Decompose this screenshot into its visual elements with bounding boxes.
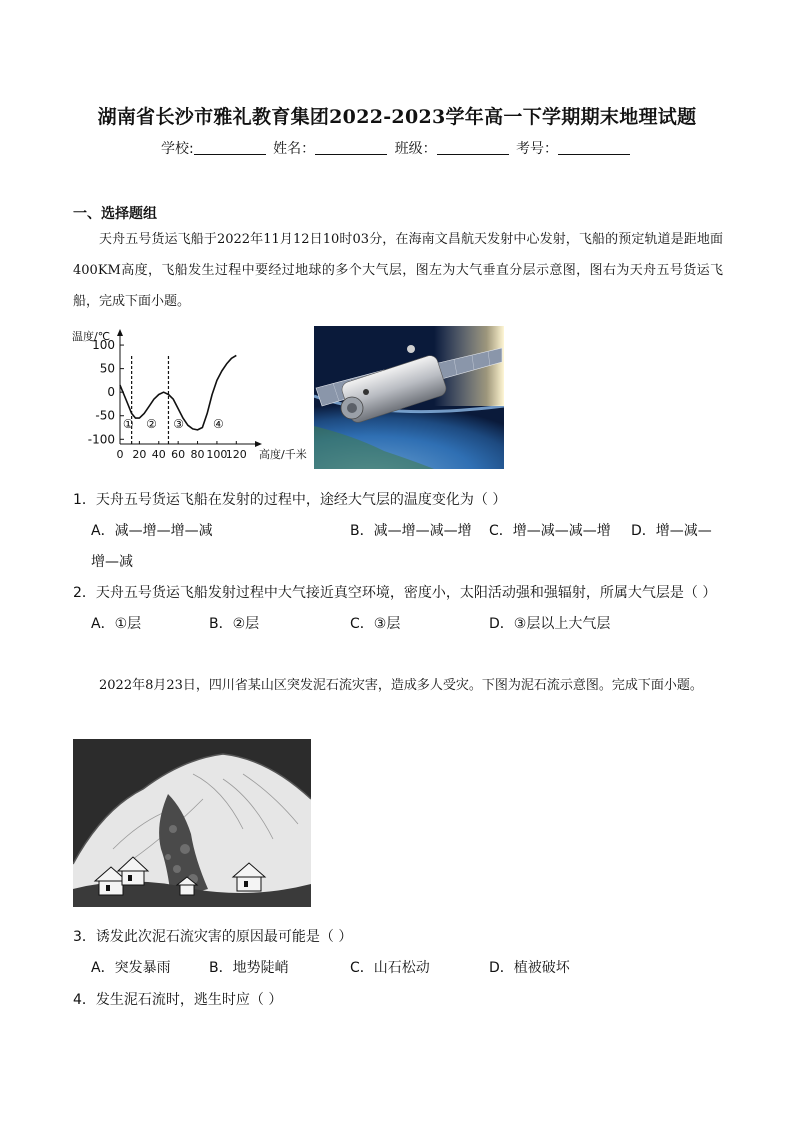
passage-1: 天舟五号货运飞船于2022年11月12日10时03分，在海南文昌航天发射中心发射，飞船的预定轨道是距地面400KM高度，飞船发生过程中要经过地球的多个大气层，图左为大气垂直分层示意图，图右为天舟五号货运飞船，完成下面小题。 [73,232,723,309]
q2-option-a[interactable]: A．①层 [91,616,142,632]
x-tick-label: 60 [171,448,186,461]
x-tick-label: 40 [151,448,166,461]
x-tick-label: 120 [225,448,247,461]
y-tick-label: -50 [95,408,115,423]
x-axis-arrow [255,441,262,447]
question-2-stem: 2．天舟五号货运飞船发射过程中大气接近真空环境，密度小，太阳活动强和强辐射，所属大气层是（ ） [73,585,717,601]
q3-option-a[interactable]: A．突发暴雨 [91,960,171,976]
y-tick-label: -100 [87,432,115,447]
q3-option-c[interactable]: C．山石松动 [350,960,430,976]
x-axis-label: 高度/千米 [259,448,307,461]
exam-no-label: 考号： [516,141,559,157]
layer-label: ③ [173,416,185,431]
name-label: 姓名： [273,141,316,157]
layer-label: ④ [213,416,224,431]
spacecraft-image [314,326,504,469]
question-1-stem: 1．天舟五号货运飞船在发射的过程中，途经大气层的温度变化为（ ） [73,492,507,508]
y-axis-label: 温度/℃ [72,330,111,343]
temperature-altitude-chart [70,326,318,476]
class-label: 班级： [394,141,437,157]
y-tick-label: 100 [92,338,115,353]
passage-2: 2022年8月23日，四川省某山区突发泥石流灾害，造成多人受灾。下图为泥石流示意图。完成下面小题。 [99,678,703,693]
q1-option-a[interactable]: A．减—增—增—减 [91,523,213,539]
y-tick-label: 50 [99,361,115,376]
q1-option-b[interactable]: B．减—增—减—增 [350,523,472,539]
page-title: 湖南省长沙市雅礼教育集团2022-2023学年高一下学期期末地理试题 [97,106,697,128]
layer-label: ② [146,416,157,431]
q1-option-d-continued: 增—减 [91,554,133,570]
question-3-stem: 3．诱发此次泥石流灾害的原因最可能是（ ） [73,929,353,945]
q3-option-d[interactable]: D．植被破坏 [489,960,570,976]
name-blank[interactable] [315,141,387,155]
section-heading: 一、选择题组 [73,206,157,222]
student-info-line [0,138,794,158]
class-blank[interactable] [437,141,509,155]
x-tick-label: 20 [132,448,147,461]
q1-option-d[interactable]: D．增—减— [631,523,712,539]
q1-option-c[interactable]: C．增—减—减—增 [489,523,611,539]
q2-option-c[interactable]: C．③层 [350,616,401,632]
exam-no-blank[interactable] [558,141,630,155]
layer-label: ① [122,416,134,431]
y-tick-label: 0 [107,385,115,400]
x-tick-label: 80 [190,448,205,461]
school-blank[interactable] [194,141,266,155]
q2-option-d[interactable]: D．③层以上大气层 [489,616,611,632]
q3-option-b[interactable]: B．地势陡峭 [209,960,289,976]
q2-option-b[interactable]: B．②层 [209,616,260,632]
x-tick-label: 0 [116,448,124,461]
y-axis-arrow [117,329,123,336]
question-4-stem: 4．发生泥石流时，逃生时应（ ） [73,992,283,1008]
x-tick-label: 100 [206,448,228,461]
debris-flow-image [73,739,311,907]
school-label: 学校: [160,141,194,157]
